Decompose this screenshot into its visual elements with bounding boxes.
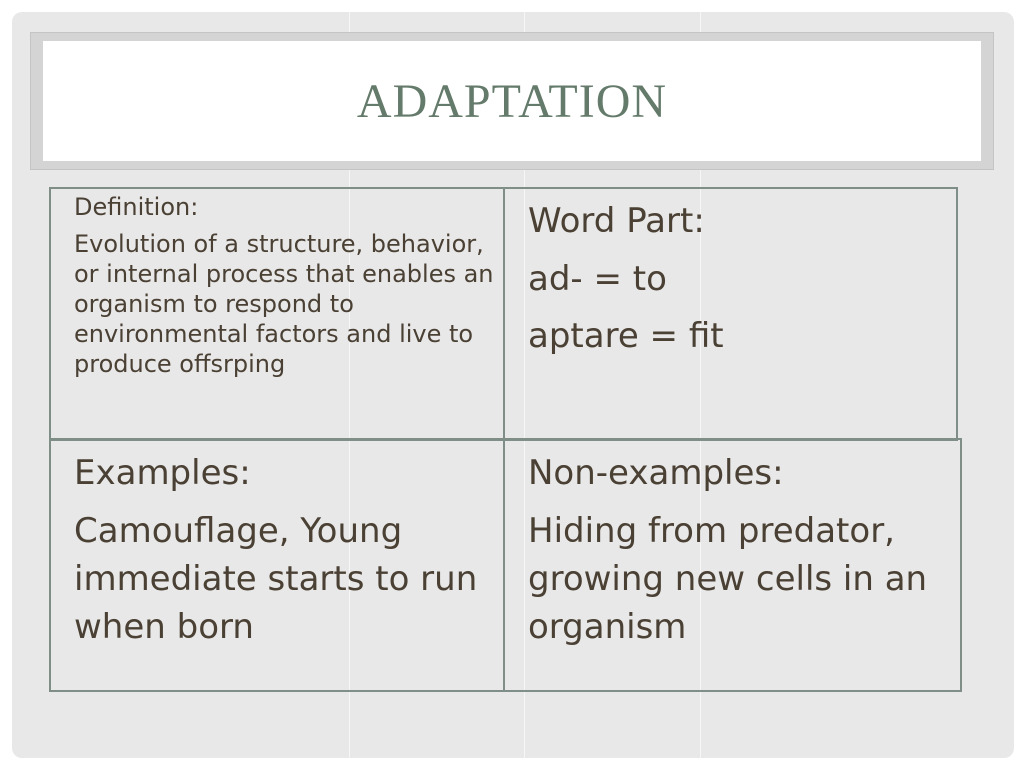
title-frame — [30, 32, 994, 170]
non-examples-heading: Non-examples: — [528, 453, 784, 493]
word-part-heading: Word Part: — [528, 201, 705, 241]
word-part-line-2: aptare = fit — [528, 316, 724, 356]
word-part-cell — [503, 187, 958, 441]
non-examples-text: Hiding from predator, growing new cells in an organism — [528, 511, 928, 647]
word-part-line-1: ad- = to — [528, 259, 667, 299]
slide-title: ADAPTATION — [356, 74, 668, 128]
examples-text: Camouflage, Young immediate starts to run when born — [74, 511, 478, 647]
non-examples-cell — [503, 438, 962, 692]
definition-cell — [49, 187, 505, 441]
examples-heading: Examples: — [74, 453, 251, 493]
definition-text: Evolution of a structure, behavior, or internal process that enables an organism to respond to environmental factors and live to produce offsrping — [74, 230, 494, 378]
examples-cell — [49, 438, 505, 692]
slide — [12, 12, 1014, 758]
definition-heading: Definition: — [74, 193, 199, 221]
title-box — [43, 41, 981, 161]
